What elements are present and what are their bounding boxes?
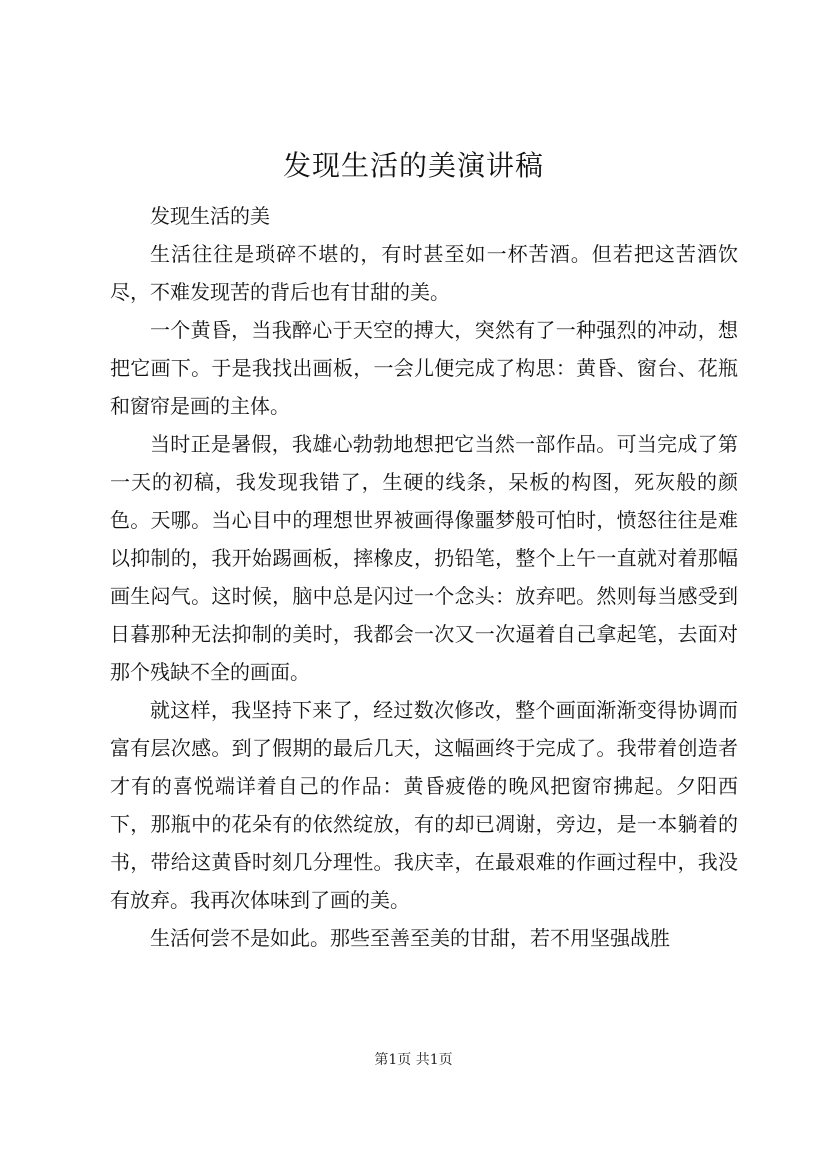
paragraph: 生活何尝不是如此。那些至善至美的甘甜，若不用坚强战胜 bbox=[150, 926, 670, 950]
page-footer: 第1页 共1页 bbox=[374, 1052, 453, 1068]
paragraph: 就这样，我坚持下来了，经过数次修改，整个画面渐渐变得协调而富有层次感。到了假期的最后几天，这幅画终于完成了。我带着创造者才有的喜悦端详着自己的作品：黄昏疲倦的晚风把窗帘拂起。夕阳西下，那瓶中的花朵有的依然绽放，有的却已凋谢，旁边，是一本躺着的书，带给这黄昏时刻几分理性。我庆幸，在最艰难的作画过程中，我没有放弃。我再次体味到了画的美。 bbox=[110, 698, 738, 912]
page-title: 发现生活的美演讲稿 bbox=[282, 149, 544, 182]
paragraph: 一个黄昏，当我醉心于天空的搏大，突然有了一种强烈的冲动，想把它画下。于是我找出画板，一会儿便完成了构思：黄昏、窗台、花瓶和窗帘是画的主体。 bbox=[110, 318, 738, 418]
paragraph: 生活往往是琐碎不堪的，有时甚至如一杯苦酒。但若把这苦酒饮尽，不难发现苦的背后也有甘甜的美。 bbox=[110, 242, 738, 304]
document-body bbox=[110, 197, 738, 957]
paragraph: 当时正是暑假，我雄心勃勃地想把它当然一部作品。可当完成了第一天的初稿，我发现我错了，生硬的线条，呆板的构图，死灰般的颜色。天哪。当心目中的理想世界被画得像噩梦般可怕时，愤怒往往是难以抑制的，我开始踢画板，摔橡皮，扔铅笔，整个上午一直就对着那幅画生闷气。这时候，脑中总是闪过一个念头：放弃吧。然则每当感受到日暮那种无法抑制的美时，我都会一次又一次逼着自己拿起笔，去面对那个残缺不全的画面。 bbox=[110, 432, 738, 684]
paragraph-subtitle: 发现生活的美 bbox=[150, 204, 270, 228]
